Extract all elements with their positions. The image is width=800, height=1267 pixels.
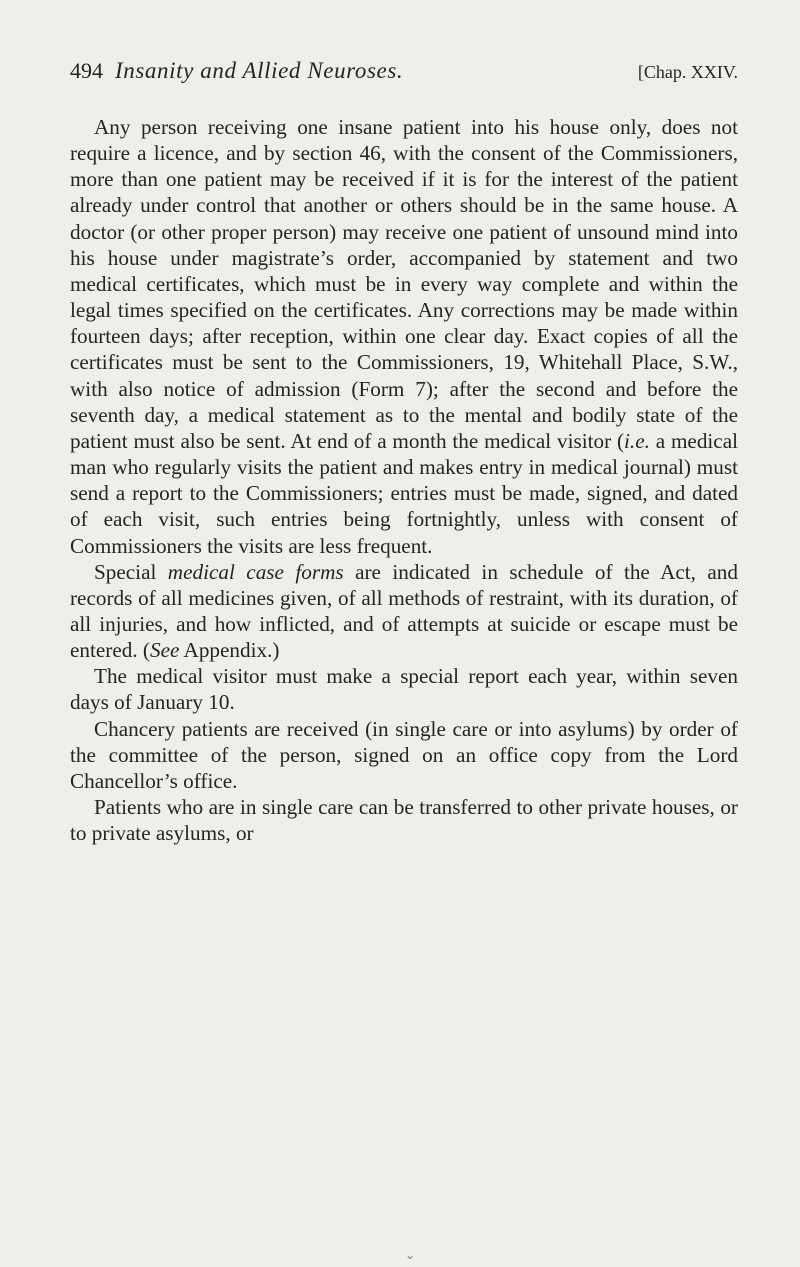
book-page <box>70 58 738 846</box>
page-number: 494 <box>70 58 103 83</box>
paragraph <box>70 716 738 794</box>
paragraph <box>70 559 738 664</box>
paragraph <box>70 663 738 715</box>
text-run: The medical visitor must make a special report each year, within seven days of January 10. <box>70 664 738 715</box>
text-run: Chancery patients are received (in single care or into asylums) by order of the committee of the person, signed on an office copy from the Lord Chancellor’s office. <box>70 716 738 793</box>
running-title: Insanity and Allied Neuroses. <box>115 58 404 83</box>
text-run: are indicated in schedule of the Act, and records of all medicines given, of all methods of restraint, with its duration, of all injuries, and how inflicted, and of attempts at suicide or escape must be entered. ( <box>70 559 738 663</box>
paragraph <box>70 114 738 559</box>
body-text <box>70 114 738 846</box>
chapter-reference: [Chap. XXIV. <box>637 62 738 82</box>
running-header <box>70 58 738 98</box>
text-run: Special <box>94 559 168 584</box>
scan-mark-icon: ⌄ <box>405 1248 416 1262</box>
italic-text-run: medical case forms <box>167 559 344 584</box>
paragraph <box>70 794 738 846</box>
text-run: a medical man who regularly visits the patient and makes entry in medical journal) must send a report to the Commissioners; entries must be made, signed, and dated of each visit, such entries being fortnightly, unless with consent of Commissioners the visits are less frequent. <box>70 428 739 558</box>
italic-text-run: i.e. <box>624 428 650 453</box>
text-run: Patients who are in single care can be transferred to other private houses, or to private asylums, or <box>70 795 738 846</box>
text-run: Appendix.) <box>179 638 280 663</box>
italic-text-run: See <box>150 638 180 663</box>
text-run: Any person receiving one insane patient into his house only, does not require a licence, and by section 46, with the consent of the Commissioners, more than one patient may be received if it is for the interest of the patient already under control that another or others should be in the same house. A doctor (or other proper person) may receive one patient of unsound mind into his house under magistrate’s order, accompanied by statement and two medical certificates, which must be in every way complete and within the legal times specified on the certificates. Any corrections may be made within fourteen days; after reception, within one clear day. Exact copies of all the certificates must be sent to the Commissioners, 19, Whitehall Place, S.W., with also notice of admission (Form 7); after the second and before the seventh day, a medical statement as to the mental and bodily state of the patient must also be sent. At end of a month the medical visitor ( <box>70 115 738 453</box>
